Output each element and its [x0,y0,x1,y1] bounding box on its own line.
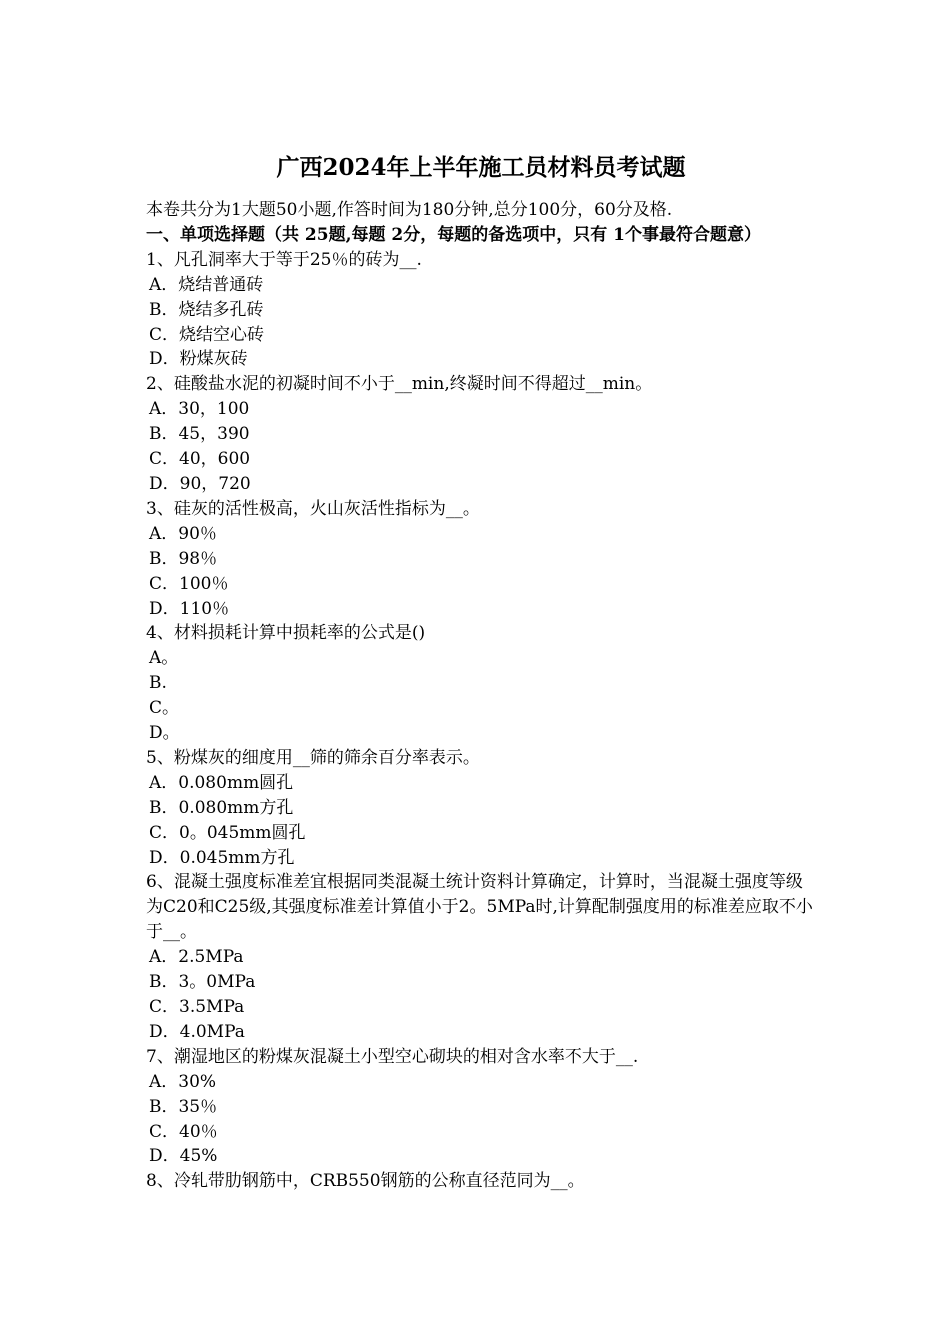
question-stem: 6、混凝土强度标准差宜根据同类混凝土统计资料计算确定，计算时，当混凝土强度等级为C20和C25级,其强度标准差计算值小于2。5MPa时,计算配制强度用的标准差应取不小于__。 [146,872,813,943]
question-5 [146,746,816,871]
question-stem: 8、冷轧带肋钢筋中，CRB550钢筋的公称直径范同为__。 [146,1171,585,1192]
answer-option: A．烧结普通砖 [149,274,264,295]
answer-option: C．100％ [149,573,229,594]
answer-option: B．0.080mm方孔 [149,797,294,818]
question-6 [146,870,816,1044]
question-stem: 7、潮湿地区的粉煤灰混凝土小型空心砌块的相对含水率不大于__. [146,1046,639,1067]
answer-option: B．烧结多孔砖 [149,299,264,320]
question-3 [146,497,816,622]
answer-option: C。 [149,698,180,719]
question-stem: 3、硅灰的活性极高，火山灰活性指标为__。 [146,498,480,519]
document-page [146,150,816,1194]
question-8 [146,1169,816,1194]
answer-option: A．0.080mm圆孔 [149,772,294,793]
answer-option: B．45，390 [149,424,250,445]
answer-option: A．30% [149,1071,217,1092]
question-list [146,248,816,1194]
answer-option: B. [149,673,167,694]
section-heading: 一、单项选择题（共 25题,每题 2分，每题的备选项中，只有 1个事最符合题意） [146,224,761,245]
answer-option: C．3.5MPa [149,997,245,1017]
answer-option: C．40，600 [149,449,251,470]
answer-option: A．90％ [149,523,217,544]
answer-option: D．粉煤灰砖 [149,349,248,370]
question-stem: 4、材料损耗计算中损耗率的公式是() [146,623,426,644]
question-stem: 1、凡孔洞率大于等于25％的砖为__. [146,249,422,270]
answer-option: A．30，100 [149,399,250,420]
answer-option: D。 [149,723,180,744]
answer-option: D．90，720 [149,473,251,494]
exam-intro: 本卷共分为1大题50小题,作答时间为180分钟,总分100分，60分及格. [146,200,673,220]
answer-option: C．0。045mm圆孔 [149,822,306,843]
answer-option: A．2.5MPa [149,947,244,968]
question-4 [146,621,816,746]
answer-option: C．40％ [149,1121,218,1142]
question-2 [146,372,816,497]
answer-option: B．3。0MPa [149,972,256,993]
answer-option: C．烧结空心砖 [149,324,265,345]
answer-option: D．0.045mm方孔 [149,847,295,868]
question-stem: 5、粉煤灰的细度用__筛的筛余百分率表示。 [146,747,480,768]
question-stem: 2、硅酸盐水泥的初凝时间不小于__min,终凝时间不得超过__min。 [146,374,653,395]
answer-option: A。 [149,648,179,669]
answer-option: B．35％ [149,1096,218,1117]
question-7 [146,1045,816,1170]
question-1 [146,248,816,373]
document-title: 广西2024年上半年施工员材料员考试题 [276,154,686,181]
answer-option: D．4.0MPa [149,1021,245,1042]
answer-option: D．45% [149,1146,218,1167]
answer-option: B．98％ [149,548,218,569]
answer-option: D．110％ [149,598,230,619]
